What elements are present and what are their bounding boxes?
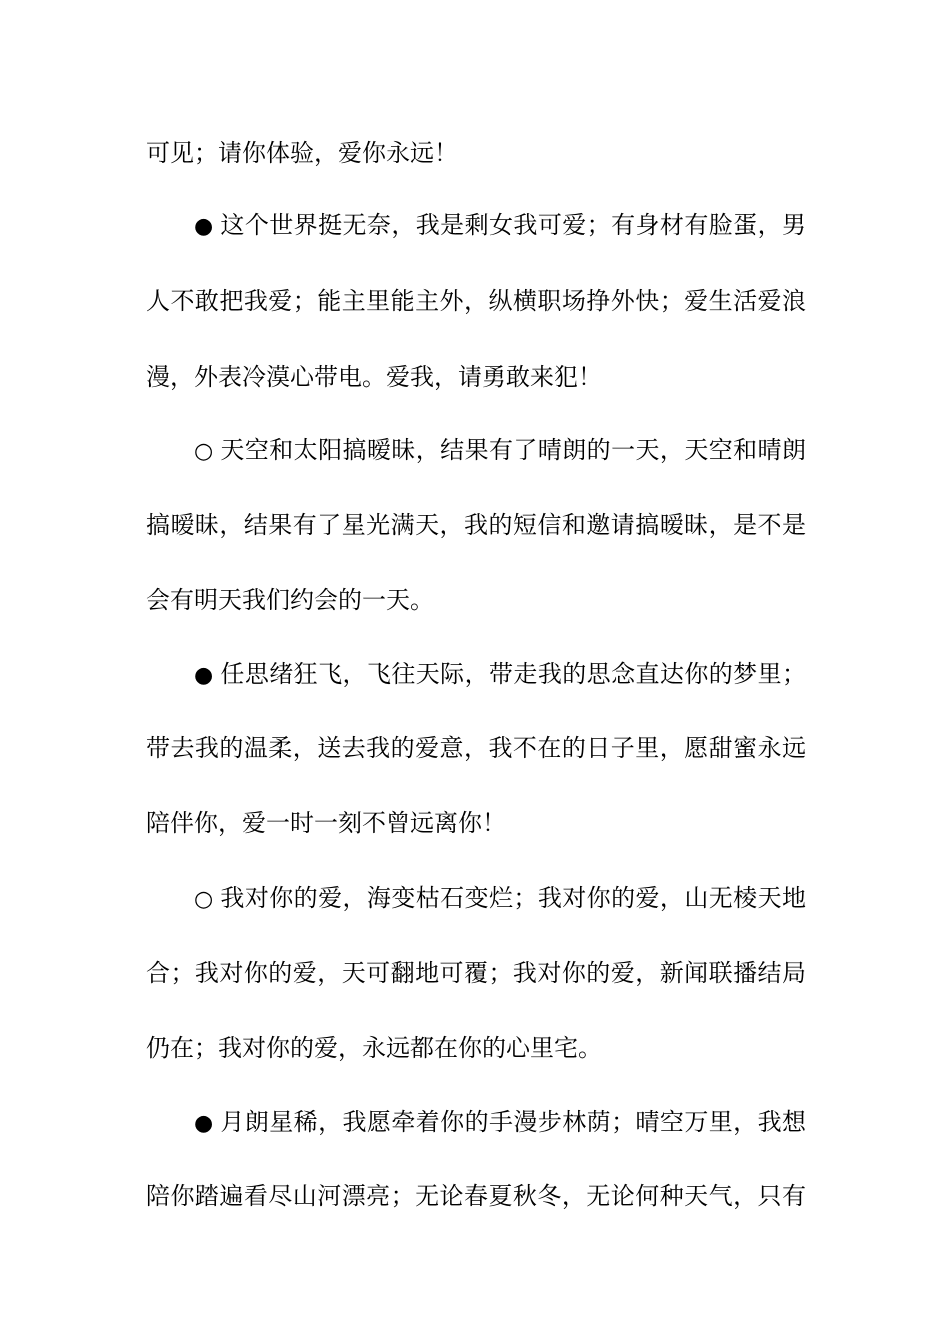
hollow-bullet-icon: ○ (194, 887, 214, 912)
paragraph-text: 这个世界挺无奈，我是剩女我可爱；有身材有脸蛋，男 (220, 211, 806, 239)
filled-bullet-icon: ● (194, 663, 214, 688)
paragraph-first-line (194, 430, 806, 470)
paragraph-first-line (194, 878, 806, 918)
paragraph-text: 月朗星稀，我愿牵着你的手漫步林荫；晴空万里，我想 (220, 1108, 806, 1136)
hollow-bullet-icon: ○ (194, 439, 214, 464)
paragraph-line: 人不敢把我爱；能主里能主外，纵横职场挣外快；爱生活爱浪 (146, 287, 806, 315)
paragraph-line: 搞暧昧，结果有了星光满天，我的短信和邀请搞暧昧，是不是 (146, 511, 806, 539)
paragraph-line: 会有明天我们约会的一天。 (146, 586, 434, 614)
paragraph-line: 仍在；我对你的爱，永远都在你的心里宅。 (146, 1034, 602, 1062)
paragraph-line: 漫，外表冷漠心带电。爱我，请勇敢来犯！ (146, 363, 602, 391)
paragraph-text: 任思绪狂飞，飞往天际，带走我的思念直达你的梦里； (220, 660, 806, 688)
paragraph-first-line (194, 654, 806, 694)
filled-bullet-icon: ● (194, 1111, 214, 1136)
paragraph-line: 可见；请你体验，爱你永远！ (146, 139, 458, 167)
paragraph-line: 陪你踏遍看尽山河漂亮；无论春夏秋冬，无论何种天气，只有 (146, 1182, 806, 1210)
paragraph-text: 天空和太阳搞暧昧，结果有了晴朗的一天，天空和晴朗 (220, 436, 806, 464)
paragraph-line: 带去我的温柔，送去我的爱意，我不在的日子里，愿甜蜜永远 (146, 734, 806, 762)
paragraph-first-line (194, 205, 806, 245)
paragraph-line: 合；我对你的爱，天可翻地可覆；我对你的爱，新闻联播结局 (146, 959, 806, 987)
paragraph-text: 我对你的爱，海变枯石变烂；我对你的爱，山无棱天地 (220, 884, 806, 912)
paragraph-first-line (194, 1102, 806, 1142)
paragraph-line: 陪伴你，爱一时一刻不曾远离你！ (146, 809, 506, 837)
filled-bullet-icon: ● (194, 214, 214, 239)
